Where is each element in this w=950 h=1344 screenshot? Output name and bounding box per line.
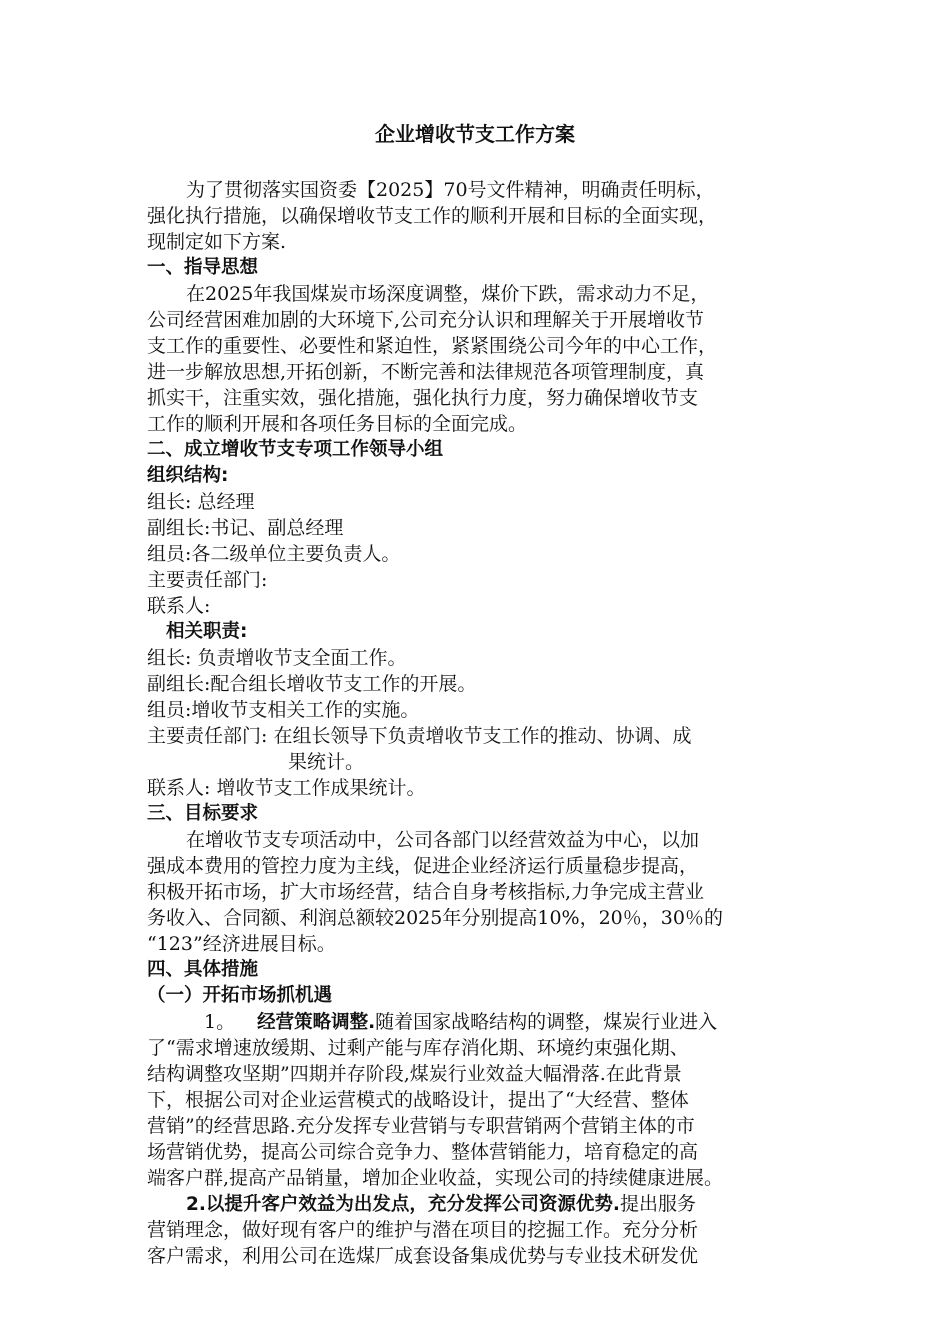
paragraph-line: 营销”的经营思路.充分发挥专业营销与专职营销两个营销主体的市 [147, 1115, 695, 1137]
item-title: 经营策略调整. [257, 1012, 376, 1033]
duty-label: 相关职责: [166, 621, 248, 642]
duty-line: 果统计。 [288, 751, 365, 773]
org-line: 组长: 总经理 [147, 491, 255, 513]
org-structure-label: 组织结构: [147, 465, 229, 486]
paragraph-line: 公司经营困难加剧的大环境下,公司充分认识和理解关于开展增收节 [147, 309, 705, 331]
org-line: 组员:各二级单位主要负责人。 [147, 543, 401, 565]
section-heading: 二、成立增收节支专项工作领导小组 [147, 439, 444, 460]
item-number: 1。 [204, 1011, 236, 1033]
org-line: 副组长:书记、副总经理 [147, 517, 344, 539]
org-line: 联系人: [147, 595, 211, 617]
paragraph-line: 支工作的重要性、必要性和紧迫性，紧紧围绕公司今年的中心工作， [147, 335, 718, 357]
intro-line: 强化执行措施，以确保增收节支工作的顺利开展和目标的全面实现， [147, 205, 718, 227]
section-heading: 三、目标要求 [147, 803, 259, 824]
paragraph-line: 进一步解放思想,开拓创新，不断完善和法律规范各项管理制度，真 [147, 361, 705, 383]
paragraph-line: 积极开拓市场，扩大市场经营，结合自身考核指标,力争完成主营业 [147, 881, 705, 903]
paragraph-line: 端客户群,提高产品销量，增加企业收益，实现公司的持续健康进展。 [147, 1167, 724, 1189]
intro-line: 现制定如下方案. [147, 231, 287, 253]
paragraph-line: 场营销优势，提高公司综合竞争力、整体营销能力，培育稳定的高 [147, 1141, 699, 1163]
paragraph-line: 结构调整攻坚期”四期并存阶段,煤炭行业效益大幅滑落.在此背景 [147, 1063, 682, 1085]
paragraph-line: 抓实干，注重实效，强化措施，强化执行力度，努力确保增收节支 [147, 387, 699, 409]
paragraph-line: 在2025年我国煤炭市场深度调整，煤价下跌，需求动力不足， [186, 283, 710, 305]
paragraph-first-line [186, 1191, 696, 1218]
paragraph-line: 强成本费用的管控力度为主线，促进企业经济运行质量稳步提高， [147, 855, 699, 877]
paragraph-line: 了“需求增速放缓期、过剩产能与库存消化期、环境约束强化期、 [147, 1037, 689, 1059]
duty-line: 组长: 负责增收节支全面工作。 [147, 647, 407, 669]
duty-line: 组员:增收节支相关工作的实施。 [147, 699, 420, 721]
paragraph-line: “123”经济进展目标。 [147, 933, 336, 955]
section-heading: 四、具体措施 [147, 959, 259, 980]
paragraph-line: 务收入、合同额、利润总额较2025年分别提高10%，20％，30％的 [147, 907, 723, 929]
item-text: 随着国家战略结构的调整，煤炭行业进入 [375, 1011, 718, 1033]
item-text: 提出服务 [619, 1193, 696, 1215]
section-heading: 一、指导思想 [147, 257, 259, 278]
paragraph-line: 客户需求，利用公司在选煤厂成套设备集成优势与专业技术研发优 [147, 1245, 699, 1267]
item-title: 2.以提升客户效益为出发点，充分发挥公司资源优势. [186, 1194, 620, 1215]
duty-line: 主要责任部门: 在组长领导下负责增收节支工作的推动、协调、成 [147, 725, 692, 747]
paragraph-first-line [204, 1009, 717, 1036]
duty-line: 副组长:配合组长增收节支工作的开展。 [147, 673, 477, 695]
intro-line: 为了贯彻落实国资委【2025】70号文件精神，明确责任明标， [186, 179, 715, 201]
paragraph-line: 营销理念，做好现有客户的维护与潜在项目的挖掘工作。充分分析 [147, 1219, 699, 1241]
org-line: 主要责任部门: [147, 569, 268, 591]
paragraph-line: 工作的顺利开展和各项任务目标的全面完成。 [147, 413, 528, 435]
document-title: 企业增收节支工作方案 [375, 122, 575, 146]
duty-line: 联系人: 增收节支工作成果统计。 [147, 777, 426, 799]
paragraph-line: 在增收节支专项活动中，公司各部门以经营效益为中心，以加 [186, 829, 700, 851]
subsection-heading: （一）开拓市场抓机遇 [147, 985, 333, 1006]
paragraph-line: 下，根据公司对企业运营模式的战略设计，提出了“大经营、整体 [147, 1089, 689, 1111]
